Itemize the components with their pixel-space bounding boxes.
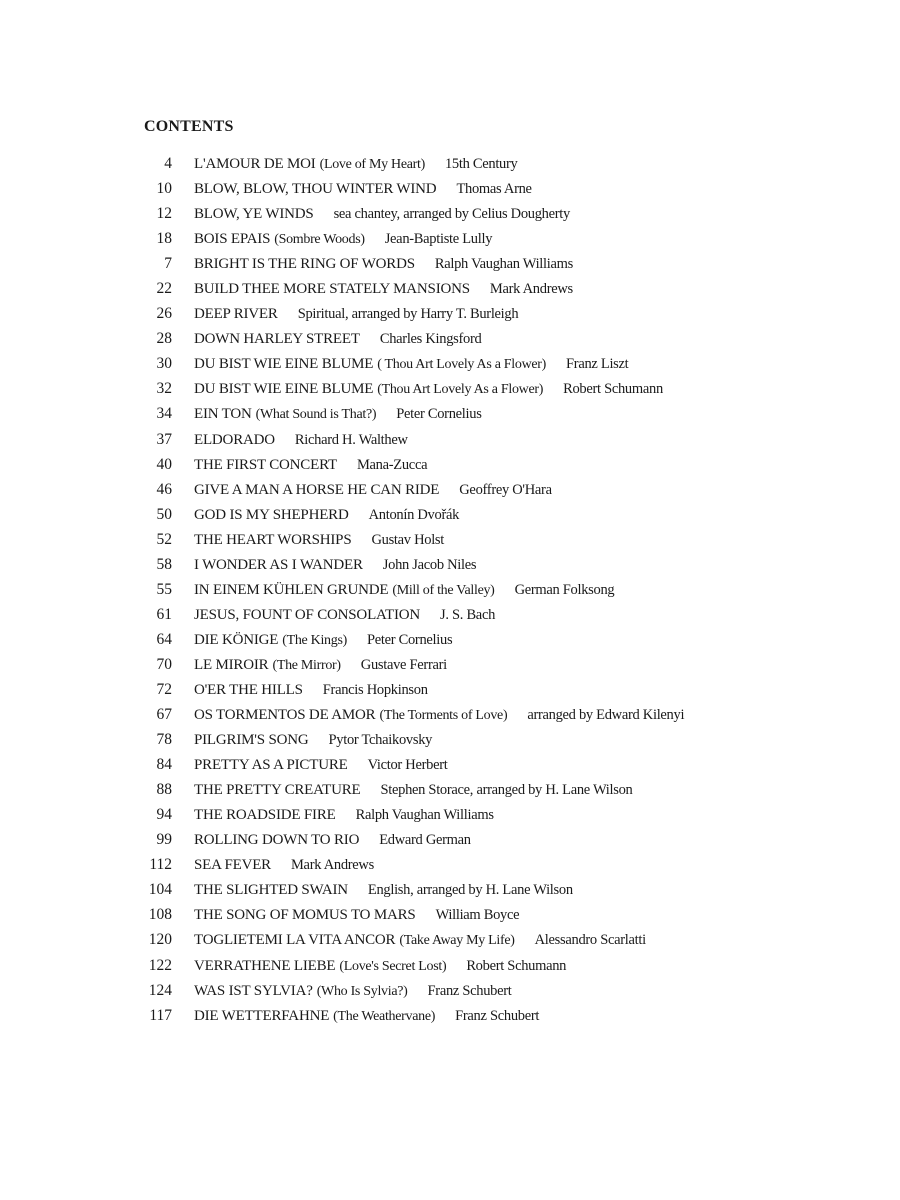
page-number: 61 xyxy=(156,605,172,623)
page-number: 22 xyxy=(156,280,172,298)
song-title: JESUS, FOUNT OF CONSOLATION xyxy=(194,606,421,623)
composer: Antonín Dvořák xyxy=(368,506,460,523)
toc-entry xyxy=(140,953,840,978)
page-number: 32 xyxy=(156,380,172,398)
song-translation: (Love of My Heart) xyxy=(319,157,425,172)
composer: Alessandro Scarlatti xyxy=(534,932,646,949)
page-number: 10 xyxy=(156,180,172,198)
song-translation: (Sombre Woods) xyxy=(274,232,365,248)
song-translation: (The Mirror) xyxy=(272,657,341,673)
toc-entry xyxy=(140,151,840,176)
composer: Francis Hopkinson xyxy=(322,681,428,698)
song-title: BUILD THEE MORE STATELY MANSIONS xyxy=(194,281,470,298)
composer: John Jacob Niles xyxy=(382,556,477,573)
composer: Spiritual, arranged by Harry T. Burleigh xyxy=(297,306,519,323)
toc-entry xyxy=(140,1003,840,1028)
page-number: 122 xyxy=(148,956,172,974)
composer: Gustav Holst xyxy=(371,531,444,548)
composer: arranged by Edward Kilenyi xyxy=(527,707,685,724)
toc-entry xyxy=(140,427,840,452)
composer: Ralph Vaughan Williams xyxy=(355,807,494,824)
page-number: 34 xyxy=(156,405,172,423)
toc-entry xyxy=(140,802,840,827)
toc-entry xyxy=(140,652,840,677)
composer: Peter Cornelius xyxy=(366,631,453,648)
page-number: 120 xyxy=(148,931,172,949)
toc-entry xyxy=(140,552,840,577)
composer: Robert Schumann xyxy=(563,381,663,398)
toc-entry xyxy=(140,251,840,276)
toc-entry xyxy=(140,527,840,552)
page-number: 64 xyxy=(156,630,172,648)
page-number: 99 xyxy=(156,831,172,849)
song-title: PRETTY AS A PICTURE xyxy=(194,757,348,774)
composer: Mark Andrews xyxy=(290,857,374,874)
page-number: 112 xyxy=(149,856,172,874)
composer: Geoffrey O'Hara xyxy=(459,481,552,498)
composer: Peter Cornelius xyxy=(396,406,482,423)
page-number: 7 xyxy=(164,255,172,273)
song-title: EIN TON xyxy=(194,406,252,423)
song-title: GIVE A MAN A HORSE HE CAN RIDE xyxy=(194,481,440,498)
composer: J. S. Bach xyxy=(440,606,496,623)
page-number: 72 xyxy=(156,680,172,698)
composer: Franz Schubert xyxy=(427,982,512,999)
composer: Robert Schumann xyxy=(466,957,567,974)
song-title: ELDORADO xyxy=(194,431,275,448)
composer: William Boyce xyxy=(435,907,520,924)
toc-entry xyxy=(140,401,840,426)
toc-entry xyxy=(140,351,840,376)
toc-entry xyxy=(140,301,840,326)
toc-entry xyxy=(140,276,840,301)
composer: Ralph Vaughan Williams xyxy=(434,256,573,273)
page-number: 108 xyxy=(148,906,172,924)
composer: Victor Herbert xyxy=(367,757,448,774)
composer: Mark Andrews xyxy=(489,281,573,298)
song-title: ROLLING DOWN TO RIO xyxy=(194,832,360,849)
song-title: BLOW, BLOW, THOU WINTER WIND xyxy=(194,181,437,198)
composer: Edward German xyxy=(379,832,471,849)
toc-entry xyxy=(140,752,840,777)
page-number: 55 xyxy=(156,580,172,598)
toc-entry xyxy=(140,226,840,251)
composer: 15th Century xyxy=(444,156,518,172)
page-number: 37 xyxy=(156,430,172,448)
toc-entry xyxy=(140,176,840,201)
page-number: 94 xyxy=(156,806,172,824)
song-title: L'AMOUR DE MOI xyxy=(194,156,316,172)
toc-entry xyxy=(140,326,840,351)
song-title: DOWN HARLEY STREET xyxy=(194,331,360,348)
composer: English, arranged by H. Lane Wilson xyxy=(367,882,573,899)
toc-entry xyxy=(140,852,840,877)
song-title: BRIGHT IS THE RING OF WORDS xyxy=(194,256,415,273)
composer: Franz Schubert xyxy=(455,1007,540,1024)
song-title: DIE WETTERFAHNE xyxy=(194,1007,330,1024)
toc-entry xyxy=(140,827,840,852)
composer: Jean-Baptiste Lully xyxy=(384,231,493,248)
toc-entry xyxy=(140,677,840,702)
toc-entry xyxy=(140,727,840,752)
song-translation: (Who Is Sylvia?) xyxy=(316,983,408,999)
song-title: VERRATHENE LIEBE xyxy=(194,957,336,974)
song-title: THE HEART WORSHIPS xyxy=(194,531,352,548)
toc-entry xyxy=(140,927,840,952)
page-number: 104 xyxy=(148,881,172,899)
song-translation: (The Torments of Love) xyxy=(379,708,508,724)
composer: German Folksong xyxy=(514,581,615,598)
page-number: 117 xyxy=(149,1006,172,1024)
song-title: THE SLIGHTED SWAIN xyxy=(194,882,348,899)
page-number: 52 xyxy=(156,530,172,548)
song-title: IN EINEM KÜHLEN GRUNDE xyxy=(194,581,389,598)
page-number: 4 xyxy=(164,155,172,172)
page-number: 12 xyxy=(156,205,172,223)
toc-entry xyxy=(140,577,840,602)
song-title: LE MIROIR xyxy=(194,656,269,673)
page-number: 28 xyxy=(156,330,172,348)
page-number: 46 xyxy=(156,480,172,498)
composer: Pytor Tchaikovsky xyxy=(328,732,433,749)
composer: Richard H. Walthew xyxy=(294,431,408,448)
page-number: 78 xyxy=(156,731,172,749)
song-title: BOIS EPAIS xyxy=(194,231,271,248)
toc-entry xyxy=(140,602,840,627)
page-number: 84 xyxy=(156,756,172,774)
page-number: 124 xyxy=(148,981,172,999)
composer: Mana-Zucca xyxy=(356,456,428,473)
song-translation: (Take Away My Life) xyxy=(399,933,515,949)
song-title: TOGLIETEMI LA VITA ANCOR xyxy=(194,932,396,949)
song-title: THE SONG OF MOMUS TO MARS xyxy=(194,907,416,924)
song-title: DU BIST WIE EINE BLUME xyxy=(194,356,374,373)
song-title: THE FIRST CONCERT xyxy=(194,456,337,473)
composer: Thomas Arne xyxy=(456,181,532,198)
song-title: DEEP RIVER xyxy=(194,306,278,323)
page-number: 18 xyxy=(156,230,172,248)
song-translation: (Thou Art Lovely As a Flower) xyxy=(377,382,544,398)
song-translation: ( Thou Art Lovely As a Flower) xyxy=(377,357,547,373)
song-title: BLOW, YE WINDS xyxy=(194,206,314,223)
toc-entry xyxy=(140,702,840,727)
song-translation: (Mill of the Valley) xyxy=(392,582,495,598)
page-number: 58 xyxy=(156,555,172,573)
song-translation: (The Kings) xyxy=(282,632,347,648)
song-title: I WONDER AS I WANDER xyxy=(194,556,363,573)
song-translation: (The Weathervane) xyxy=(333,1008,436,1024)
composer: sea chantey, arranged by Celius Dougherty xyxy=(333,206,570,223)
page-number: 26 xyxy=(156,305,172,323)
contents-heading: CONTENTS xyxy=(144,118,234,135)
page-number: 30 xyxy=(156,355,172,373)
toc-entry xyxy=(140,376,840,401)
song-title: OS TORMENTOS DE AMOR xyxy=(194,707,376,724)
toc-entry xyxy=(140,777,840,802)
composer: Stephen Storace, arranged by H. Lane Wilson xyxy=(380,782,633,799)
song-title: GOD IS MY SHEPHERD xyxy=(194,506,349,523)
song-title: SEA FEVER xyxy=(194,857,271,874)
toc-entry xyxy=(140,627,840,652)
toc-entry xyxy=(140,452,840,477)
page-number: 88 xyxy=(156,781,172,799)
page-number: 40 xyxy=(156,455,172,473)
composer: Gustave Ferrari xyxy=(360,656,447,673)
toc-entry xyxy=(140,201,840,226)
toc-entry xyxy=(140,978,840,1003)
song-title: DIE KÖNIGE xyxy=(194,631,279,648)
toc-entry xyxy=(140,877,840,902)
page-number: 50 xyxy=(156,505,172,523)
song-title: THE PRETTY CREATURE xyxy=(194,782,361,799)
page-number: 67 xyxy=(156,706,172,724)
song-title: WAS IST SYLVIA? xyxy=(194,982,313,999)
toc-entry xyxy=(140,502,840,527)
song-translation: (Love's Secret Lost) xyxy=(339,958,447,974)
song-title: O'ER THE HILLS xyxy=(194,681,303,698)
toc-entry xyxy=(140,477,840,502)
composer: Charles Kingsford xyxy=(379,331,482,348)
song-translation: (What Sound is That?) xyxy=(255,407,377,423)
toc-entry xyxy=(140,902,840,927)
song-title: DU BIST WIE EINE BLUME xyxy=(194,381,374,398)
page-number: 70 xyxy=(156,655,172,673)
song-title: PILGRIM'S SONG xyxy=(194,732,309,749)
composer: Franz Liszt xyxy=(566,356,629,373)
contents-list xyxy=(140,151,840,1028)
song-title: THE ROADSIDE FIRE xyxy=(194,807,336,824)
